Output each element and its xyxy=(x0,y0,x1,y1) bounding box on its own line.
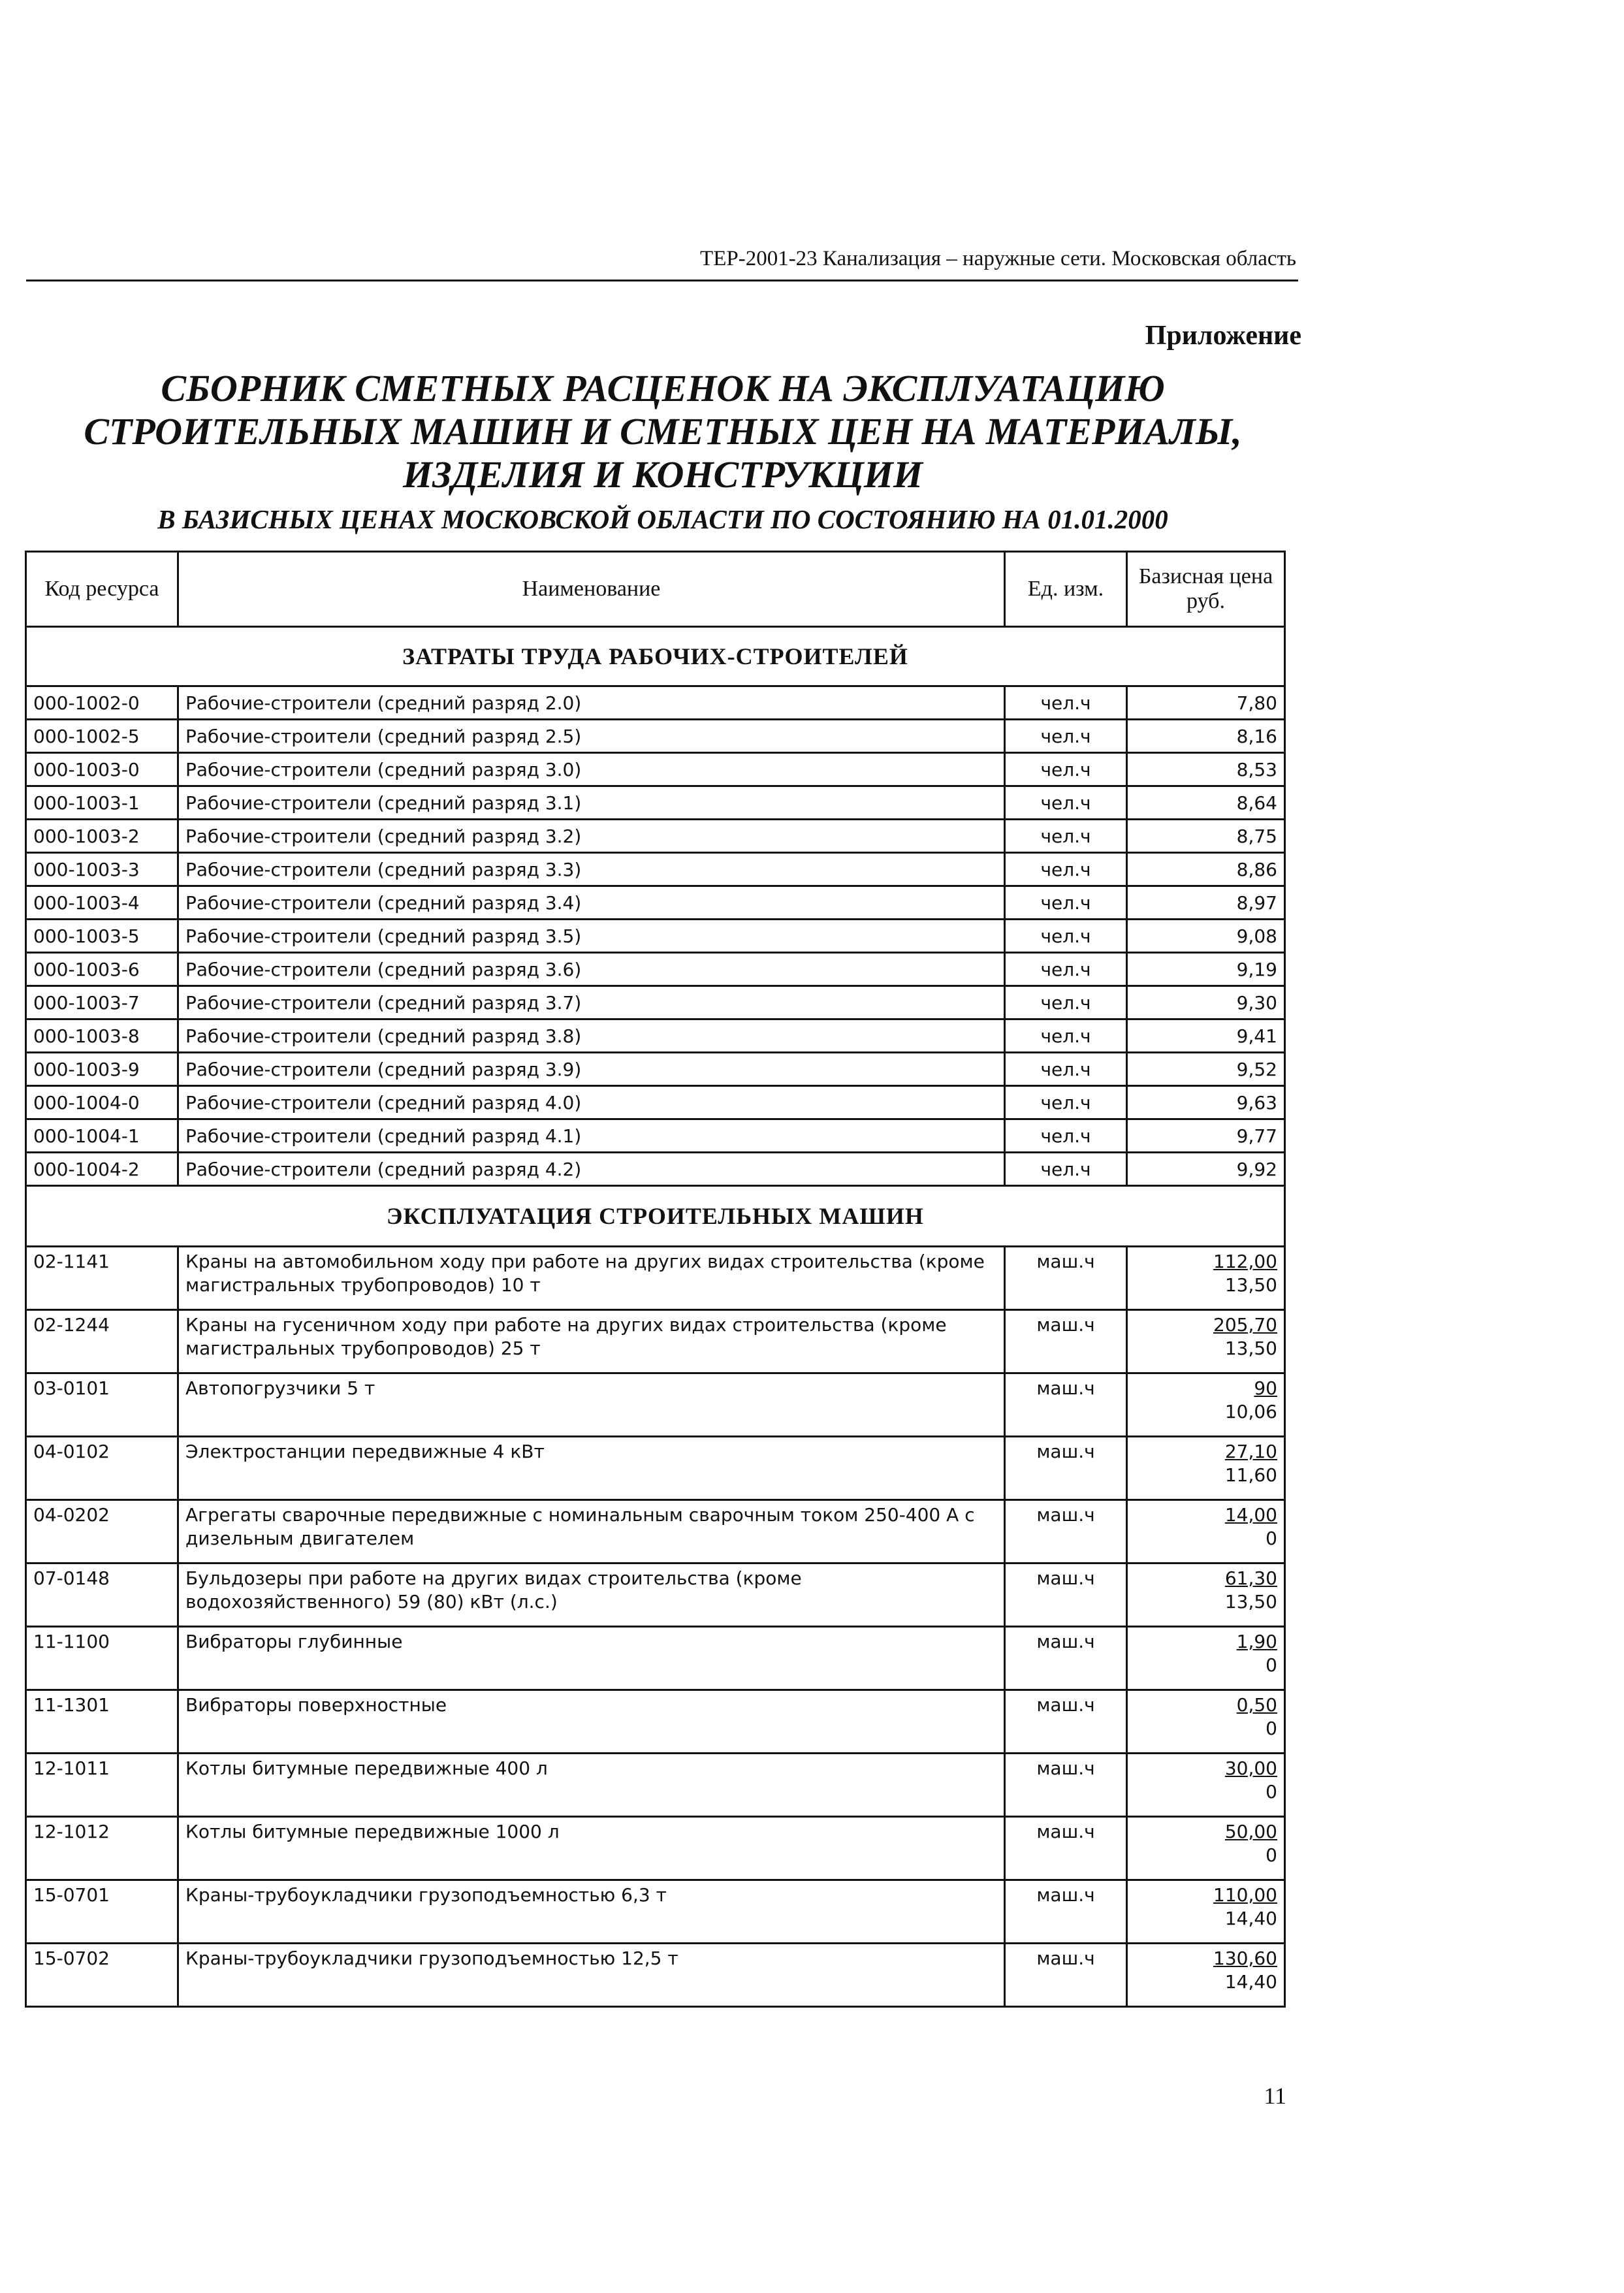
resource-name: Рабочие-строители (средний разряд 4.1) xyxy=(178,1119,1005,1153)
resource-name: Краны на автомобильном ходу при работе на других видах строительства (кроме магистральных трубопроводов) 10 т xyxy=(178,1247,1005,1310)
resource-name: Рабочие-строители (средний разряд 3.1) xyxy=(178,786,1005,820)
base-price: 9,92 xyxy=(1127,1153,1285,1186)
resource-name: Рабочие-строители (средний разряд 3.9) xyxy=(178,1053,1005,1086)
resource-code: 000-1003-0 xyxy=(26,753,178,786)
base-price-cell xyxy=(1127,1944,1285,2007)
resource-name: Вибраторы поверхностные xyxy=(178,1690,1005,1754)
resource-code: 000-1003-1 xyxy=(26,786,178,820)
base-price: 112,00 xyxy=(1213,1251,1277,1272)
base-price: 9,19 xyxy=(1127,953,1285,986)
operator-wage: 14,40 xyxy=(1224,1908,1277,1929)
operator-wage: 14,40 xyxy=(1224,1971,1277,1993)
resource-code: 11-1301 xyxy=(26,1690,178,1754)
resource-name: Рабочие-строители (средний разряд 3.8) xyxy=(178,1019,1005,1053)
base-price: 0,50 xyxy=(1236,1694,1277,1716)
resource-code: 000-1003-9 xyxy=(26,1053,178,1086)
table-row xyxy=(26,1944,1285,2007)
resource-code: 15-0702 xyxy=(26,1944,178,2007)
resource-code: 000-1003-7 xyxy=(26,986,178,1019)
table-row xyxy=(26,886,1285,920)
resource-code: 15-0701 xyxy=(26,1880,178,1944)
base-price: 9,77 xyxy=(1127,1119,1285,1153)
unit: чел.ч xyxy=(1005,1053,1127,1086)
unit: маш.ч xyxy=(1005,1754,1127,1817)
operator-wage: 0 xyxy=(1266,1781,1277,1803)
resource-name: Рабочие-строители (средний разряд 2.5) xyxy=(178,720,1005,753)
header-name: Наименование xyxy=(178,552,1005,627)
operator-wage: 0 xyxy=(1266,1654,1277,1676)
resource-name: Котлы битумные передвижные 400 л xyxy=(178,1754,1005,1817)
base-price: 9,30 xyxy=(1127,986,1285,1019)
unit: чел.ч xyxy=(1005,986,1127,1019)
unit: маш.ч xyxy=(1005,1817,1127,1880)
resource-code: 07-0148 xyxy=(26,1563,178,1627)
unit: маш.ч xyxy=(1005,1563,1127,1627)
resource-code: 12-1011 xyxy=(26,1754,178,1817)
operator-wage: 13,50 xyxy=(1224,1274,1277,1296)
unit: чел.ч xyxy=(1005,920,1127,953)
table-row xyxy=(26,1373,1285,1437)
base-price: 9,41 xyxy=(1127,1019,1285,1053)
unit: чел.ч xyxy=(1005,1119,1127,1153)
title-line: СБОРНИК СМЕТНЫХ РАСЦЕНОК НА ЭКСПЛУАТАЦИЮ xyxy=(161,367,1165,409)
base-price: 205,70 xyxy=(1213,1314,1277,1336)
resource-code: 000-1004-2 xyxy=(26,1153,178,1186)
resource-code: 11-1100 xyxy=(26,1627,178,1690)
unit: маш.ч xyxy=(1005,1373,1127,1437)
base-price-cell xyxy=(1127,1627,1285,1690)
table-row xyxy=(26,1119,1285,1153)
base-price: 14,00 xyxy=(1224,1504,1277,1526)
unit: чел.ч xyxy=(1005,786,1127,820)
table-row xyxy=(26,953,1285,986)
resource-code: 04-0202 xyxy=(26,1500,178,1563)
resource-code: 000-1003-2 xyxy=(26,820,178,853)
base-price: 8,53 xyxy=(1127,753,1285,786)
resource-name: Краны-трубоукладчики грузоподъемностью 6,3 т xyxy=(178,1880,1005,1944)
resource-name: Рабочие-строители (средний разряд 3.4) xyxy=(178,886,1005,920)
base-price-cell xyxy=(1127,1247,1285,1310)
table-row xyxy=(26,753,1285,786)
resource-code: 02-1141 xyxy=(26,1247,178,1310)
table-row xyxy=(26,1086,1285,1119)
base-price: 110,00 xyxy=(1213,1884,1277,1906)
operator-wage: 10,06 xyxy=(1224,1401,1277,1422)
operator-wage: 13,50 xyxy=(1224,1591,1277,1612)
resource-code: 04-0102 xyxy=(26,1437,178,1500)
table-row xyxy=(26,1310,1285,1373)
base-price-cell xyxy=(1127,1563,1285,1627)
table-row xyxy=(26,1019,1285,1053)
base-price: 7,80 xyxy=(1127,686,1285,720)
table-row xyxy=(26,1880,1285,1944)
resource-name: Рабочие-строители (средний разряд 3.7) xyxy=(178,986,1005,1019)
header-code: Код ресурса xyxy=(26,552,178,627)
table-row xyxy=(26,1563,1285,1627)
unit: чел.ч xyxy=(1005,720,1127,753)
base-price-cell xyxy=(1127,1880,1285,1944)
base-price: 8,75 xyxy=(1127,820,1285,853)
header-rule xyxy=(26,280,1298,281)
unit: маш.ч xyxy=(1005,1247,1127,1310)
base-price: 90 xyxy=(1254,1377,1277,1399)
resource-code: 000-1002-5 xyxy=(26,720,178,753)
section-title: ЗАТРАТЫ ТРУДА РАБОЧИХ-СТРОИТЕЛЕЙ xyxy=(26,627,1285,686)
unit: чел.ч xyxy=(1005,853,1127,886)
resource-code: 12-1012 xyxy=(26,1817,178,1880)
base-price-cell xyxy=(1127,1500,1285,1563)
table-row xyxy=(26,853,1285,886)
appendix-label: Приложение xyxy=(1145,321,1301,351)
unit: чел.ч xyxy=(1005,753,1127,786)
unit: маш.ч xyxy=(1005,1437,1127,1500)
resource-code: 000-1004-1 xyxy=(26,1119,178,1153)
section-title: ЭКСПЛУАТАЦИЯ СТРОИТЕЛЬНЫХ МАШИН xyxy=(26,1186,1285,1247)
unit: чел.ч xyxy=(1005,1019,1127,1053)
base-price: 9,63 xyxy=(1127,1086,1285,1119)
table-row xyxy=(26,1247,1285,1310)
base-price-cell xyxy=(1127,1437,1285,1500)
operator-wage: 0 xyxy=(1266,1844,1277,1866)
header-price: Базисная цена руб. xyxy=(1127,552,1285,627)
base-price: 9,08 xyxy=(1127,920,1285,953)
base-price-cell xyxy=(1127,1310,1285,1373)
resource-name: Рабочие-строители (средний разряд 2.0) xyxy=(178,686,1005,720)
resource-name: Краны-трубоукладчики грузоподъемностью 12,5 т xyxy=(178,1944,1005,2007)
unit: чел.ч xyxy=(1005,686,1127,720)
operator-wage: 11,60 xyxy=(1224,1464,1277,1486)
unit: чел.ч xyxy=(1005,1086,1127,1119)
unit: маш.ч xyxy=(1005,1690,1127,1754)
resource-name: Рабочие-строители (средний разряд 3.2) xyxy=(178,820,1005,853)
resource-name: Краны на гусеничном ходу при работе на других видах строительства (кроме магистральных трубопроводов) 25 т xyxy=(178,1310,1005,1373)
price-table xyxy=(25,551,1286,2008)
unit: чел.ч xyxy=(1005,953,1127,986)
resource-name: Котлы битумные передвижные 1000 л xyxy=(178,1817,1005,1880)
resource-code: 000-1003-8 xyxy=(26,1019,178,1053)
unit: чел.ч xyxy=(1005,886,1127,920)
base-price: 8,97 xyxy=(1127,886,1285,920)
table-row xyxy=(26,686,1285,720)
table-row xyxy=(26,986,1285,1019)
running-header: ТЕР-2001-23 Канализация – наружные сети. Московская область xyxy=(700,247,1296,270)
header-unit: Ед. изм. xyxy=(1005,552,1127,627)
resource-name: Рабочие-строители (средний разряд 4.0) xyxy=(178,1086,1005,1119)
table-row xyxy=(26,1690,1285,1754)
table-row xyxy=(26,720,1285,753)
base-price: 8,64 xyxy=(1127,786,1285,820)
title-line: СТРОИТЕЛЬНЫХ МАШИН И СМЕТНЫХ ЦЕН НА МАТЕРИАЛЫ, xyxy=(84,410,1242,453)
table-row xyxy=(26,1437,1285,1500)
document-title xyxy=(26,367,1299,496)
section-header-row xyxy=(26,1186,1285,1247)
base-price: 27,10 xyxy=(1224,1441,1277,1462)
base-price: 8,86 xyxy=(1127,853,1285,886)
resource-code: 03-0101 xyxy=(26,1373,178,1437)
unit: маш.ч xyxy=(1005,1880,1127,1944)
operator-wage: 13,50 xyxy=(1224,1338,1277,1359)
unit: чел.ч xyxy=(1005,820,1127,853)
base-price: 9,52 xyxy=(1127,1053,1285,1086)
resource-name: Рабочие-строители (средний разряд 3.5) xyxy=(178,920,1005,953)
table-row xyxy=(26,1627,1285,1690)
base-price: 8,16 xyxy=(1127,720,1285,753)
resource-name: Рабочие-строители (средний разряд 3.6) xyxy=(178,953,1005,986)
unit: чел.ч xyxy=(1005,1153,1127,1186)
document-subtitle: В БАЗИСНЫХ ЦЕНАХ МОСКОВСКОЙ ОБЛАСТИ ПО СОСТОЯНИЮ НА 01.01.2000 xyxy=(157,504,1168,534)
table-row xyxy=(26,820,1285,853)
table-row xyxy=(26,786,1285,820)
resource-code: 000-1003-6 xyxy=(26,953,178,986)
base-price: 61,30 xyxy=(1224,1567,1277,1589)
base-price: 1,90 xyxy=(1236,1631,1277,1652)
resource-name: Электростанции передвижные 4 кВт xyxy=(178,1437,1005,1500)
base-price: 50,00 xyxy=(1224,1821,1277,1842)
table-row xyxy=(26,1500,1285,1563)
base-price-cell xyxy=(1127,1373,1285,1437)
resource-name: Агрегаты сварочные передвижные с номинальным сварочным током 250-400 А с дизельным двигателем xyxy=(178,1500,1005,1563)
base-price: 30,00 xyxy=(1224,1757,1277,1779)
resource-code: 000-1003-4 xyxy=(26,886,178,920)
table-row xyxy=(26,1754,1285,1817)
resource-name: Рабочие-строители (средний разряд 3.3) xyxy=(178,853,1005,886)
title-line: ИЗДЕЛИЯ И КОНСТРУКЦИИ xyxy=(403,453,923,496)
operator-wage: 0 xyxy=(1266,1528,1277,1549)
base-price-cell xyxy=(1127,1690,1285,1754)
table-row xyxy=(26,1153,1285,1186)
resource-code: 000-1003-3 xyxy=(26,853,178,886)
base-price: 130,60 xyxy=(1213,1948,1277,1969)
table-row xyxy=(26,920,1285,953)
resource-name: Рабочие-строители (средний разряд 3.0) xyxy=(178,753,1005,786)
table-header-row xyxy=(26,552,1285,627)
unit: маш.ч xyxy=(1005,1944,1127,2007)
page-number: 11 xyxy=(1264,2083,1286,2109)
resource-name: Бульдозеры при работе на других видах строительства (кроме водохозяйственного) 59 (80) кВт (л.с.) xyxy=(178,1563,1005,1627)
resource-code: 02-1244 xyxy=(26,1310,178,1373)
resource-name: Вибраторы глубинные xyxy=(178,1627,1005,1690)
resource-code: 000-1004-0 xyxy=(26,1086,178,1119)
resource-code: 000-1003-5 xyxy=(26,920,178,953)
unit: маш.ч xyxy=(1005,1627,1127,1690)
unit: маш.ч xyxy=(1005,1500,1127,1563)
resource-name: Автопогрузчики 5 т xyxy=(178,1373,1005,1437)
table-row xyxy=(26,1817,1285,1880)
section-header-row xyxy=(26,627,1285,686)
unit: маш.ч xyxy=(1005,1310,1127,1373)
table-row xyxy=(26,1053,1285,1086)
resource-code: 000-1002-0 xyxy=(26,686,178,720)
base-price-cell xyxy=(1127,1817,1285,1880)
base-price-cell xyxy=(1127,1754,1285,1817)
resource-name: Рабочие-строители (средний разряд 4.2) xyxy=(178,1153,1005,1186)
operator-wage: 0 xyxy=(1266,1718,1277,1739)
